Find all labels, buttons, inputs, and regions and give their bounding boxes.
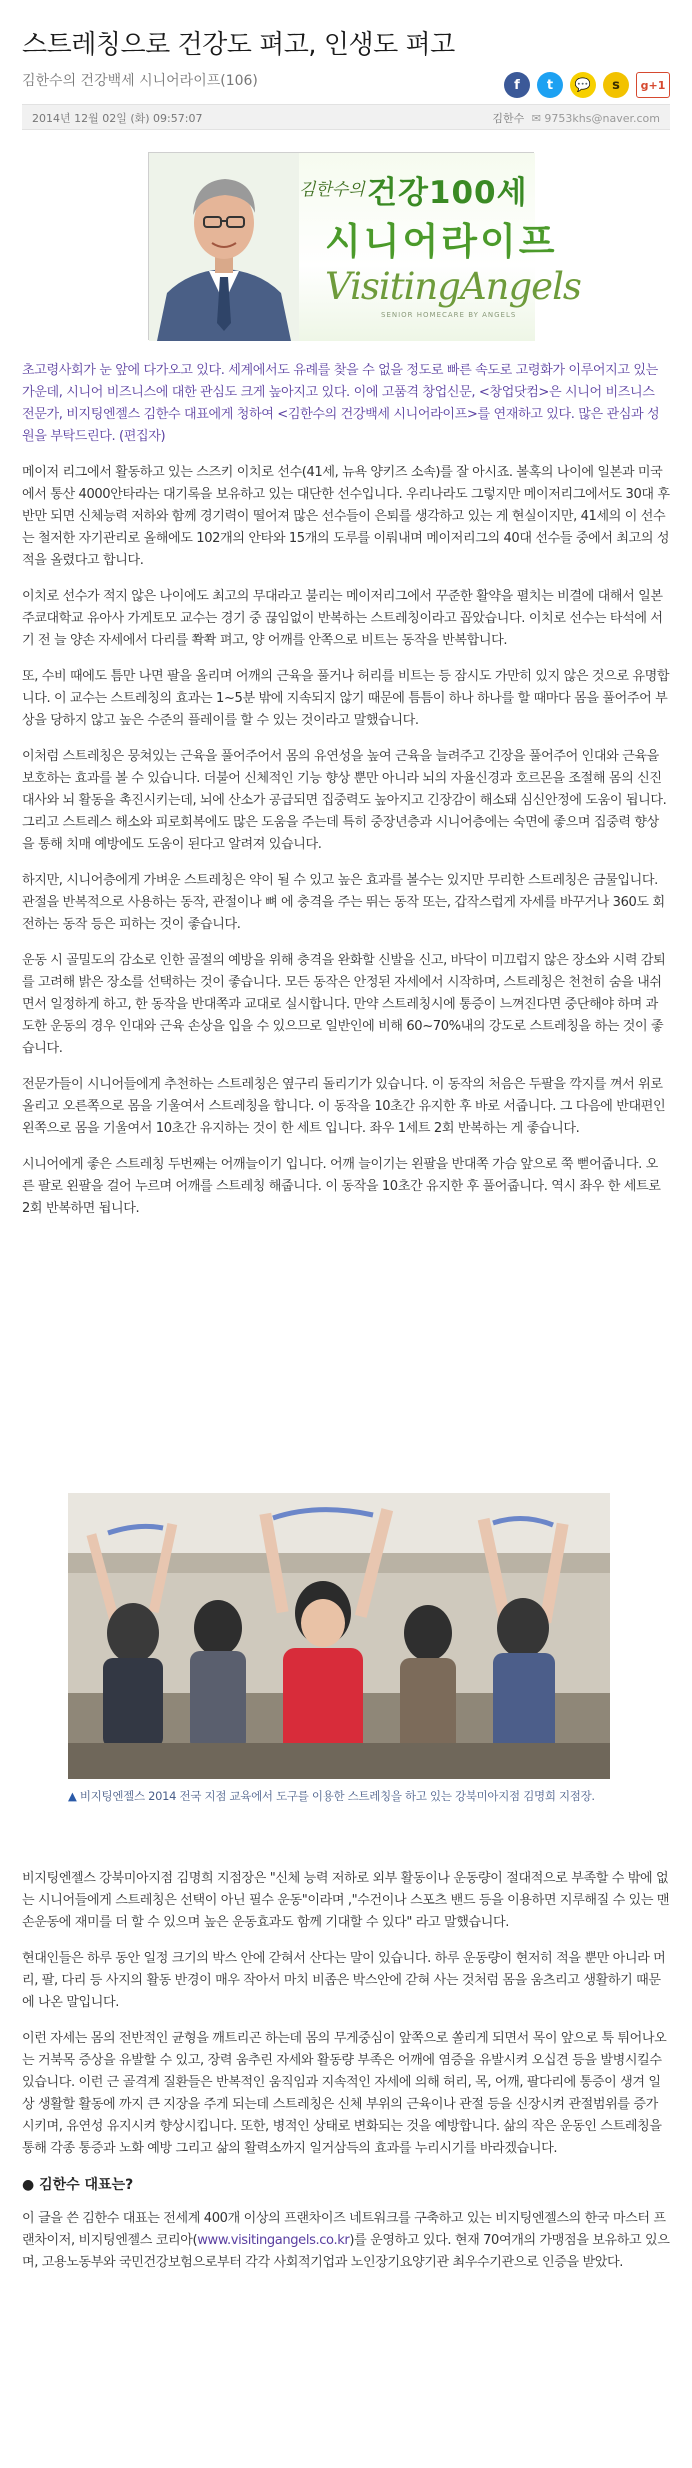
author-info xyxy=(492,110,660,126)
visiting-angels-logo: VisitingAngels xyxy=(325,265,581,308)
column-banner-image xyxy=(148,152,581,340)
facebook-icon[interactable]: f xyxy=(504,72,530,98)
paragraph: 이치로 선수가 적지 않은 나이에도 최고의 무대라고 불리는 메이저리그에서 꾸준한 활약을 펼치는 비결에 대해서 일본 주쿄대학교 유아사 가게토모 교수는 경기 중 끊임없이 반복하는 스트레칭이라고 꼽았습니다. 이치로 선수는 타석에 서기 전 늘 양손 자세에서 다리를 쫙쫙 펴고, 양 어깨를 안쪽으로 비트는 동작을 반복합니다. xyxy=(22,589,663,648)
paragraph: 시니어에게 좋은 스트레칭 두번째는 어깨늘이기 입니다. 어깨 늘이기는 왼팔을 반대쪽 가슴 앞으로 쭉 뻗어줍니다. 오른 팔로 왼팔을 걸어 누르며 어깨를 스트레칭 해줍니다. 이 동작을 10초간 유지한 후 풀어줍니다. 역시 좌우 한 세트로 2회 반복하면 됩니다. xyxy=(22,1157,661,1216)
article-info-bar xyxy=(22,104,670,130)
banner-title-line2: 시니어라이프 xyxy=(325,220,558,263)
visiting-angels-link[interactable]: www.visitingangels.co.kr xyxy=(197,2233,350,2248)
author-bio xyxy=(22,2208,670,2274)
author-name: 김한수 xyxy=(492,112,525,125)
paragraph: 메이저 리그에서 활동하고 있는 스즈키 이치로 선수(41세, 뉴욕 양키즈 소속)를 잘 아시죠. 볼혹의 나이에 일본과 미국에서 통산 4000안타라는 대기록을 보유하고 있는 대단한 선수입니다. 우리나라도 그렇지만 메이저리그에서도 30대 후반만 되면 신체능력 저하와 함께 경기력이 떨어져 많은 선수들이 은퇴를 생각하고 있는 게 현실이지만, 41세의 이 선수는 철저한 자기관리로 올해에도 102개의 안타와 15개의 도루를 이뤄내며 메이저리그의 40대 선수들 중에서 최고의 성적을 올렸다고 합니다. xyxy=(22,465,670,568)
banner-columnist-name: 김한수의 xyxy=(299,180,365,200)
editor-intro: 초고령사회가 눈 앞에 다가오고 있다. 세계에서도 유례를 찾을 수 없을 정도로 빠른 속도로 고령화가 이루어지고 있는 가운데, 시니어 비즈니스에 대한 관심도 크게 높아지고 있다. 이에 고품격 창업신문, <창업닷컴>은 시니어 비즈니스 전문가, 비지팅엔젤스 김한수 대표에게 청하여 <김한수의 건강백세 시니어라이프>를 연재하고 있다. 많은 관심과 성원을 부탁드린다. (편집자) xyxy=(22,363,660,444)
share-buttons xyxy=(504,72,670,98)
paragraph: 비지팅엔젤스 강북미아지점 김명희 지점장은 "신체 능력 저하로 외부 활동이나 운동량이 절대적으로 부족할 수 밖에 없는 시니어들에게 스트레칭은 선택이 아닌 필수 운동"이라며 ,"수건이나 스포츠 밴드 등을 이용하면 지루해질 수 있는 맨손운동에 재미를 더 할 수 있으며 높은 운동효과도 함께 기대할 수 있다" 라고 말했습니다. xyxy=(22,1871,670,1930)
author-email[interactable]: ✉ 9753khs@naver.com xyxy=(531,112,660,125)
caption-text: 비지팅엔젤스 2014 전국 지점 교육에서 도구를 이용한 스트레칭을 하고 있는 강북미아지점 김명희 지점장. xyxy=(79,1789,595,1803)
twitter-icon[interactable]: t xyxy=(537,72,563,98)
kakaostory-icon[interactable]: s xyxy=(603,72,629,98)
paragraph: 운동 시 골밀도의 감소로 인한 골절의 예방을 위해 충격을 완화할 신발을 신고, 바닥이 미끄럽지 않은 장소와 시력 감퇴를 고려해 밝은 장소를 선택하는 것이 좋습니다. 모든 동작은 안정된 자세에서 시작하며, 스트레칭은 천천히 숨을 내쉬면서 일정하게 하고, 한 동작을 반대쪽과 교대로 실시합니다. 만약 스트레칭시에 통증이 느껴진다면 중단해야 하며 과도한 운동의 경우 인대와 근육 손상을 입을 수 있으므로 일반인에 비해 60~70%내의 강도로 스트레칭을 하는 것이 좋습니다. xyxy=(22,953,666,1056)
paragraph: 하지만, 시니어층에게 가벼운 스트레칭은 약이 될 수 있고 높은 효과를 볼수는 있지만 무리한 스트레칭은 금물입니다. 관절을 반복적으로 사용하는 동작, 관절이나 뼈 에 충격을 주는 뛰는 동작 또는, 갑작스럽게 자세를 바꾸거나 360도 회전하는 동작 등은 피하는 것이 좋습니다. xyxy=(22,873,665,932)
paragraph: 현대인들은 하루 동안 일정 크기의 박스 안에 갇혀서 산다는 말이 있습니다. 하루 운동량이 현저히 적을 뿐만 아니라 머리, 팔, 다리 등 사지의 활동 반경이 매우 작아서 마치 비좁은 박스안에 갇혀 사는 것처럼 몸을 움츠리고 생활하기 때문에 나온 말입니다. xyxy=(22,1951,666,2010)
kakaotalk-icon[interactable]: 💬 xyxy=(570,72,596,98)
columnist-portrait xyxy=(149,153,299,341)
caption-marker: ▲ xyxy=(68,1789,77,1803)
article-body-bottom xyxy=(22,1868,670,2288)
paragraph: 이런 자세는 몸의 전반적인 균형을 깨트리곤 하는데 몸의 무게중심이 앞쪽으로 쏠리게 되면서 목이 앞으로 툭 튀어나오는 거북목 증상을 유발할 수 있고, 장력 움추린 자세와 활동량 부족은 어깨에 염증을 유발시켜 오십견 등을 발병시킬수 있습니다. 이런 근 골격계 질환들은 반복적인 움직임과 지속적인 자세에 의해 허리, 목, 어깨, 팔다리에 통증이 생겨 일상 생활할 활동에 까지 큰 지장을 주게 되는데 스트레칭은 신체 부위의 근육이나 관절 등을 신장시켜 관절범위를 증가시키며, 유연성 유지시켜 향상시킵니다. 또한, 병적인 상태로 변화되는 것을 예방합니다. 삶의 작은 운동인 스트레칭을 통해 각종 통증과 노화 예방 그리고 삶의 활력소까지 일거삼득의 효과를 누리시기를 바라겠습니다. xyxy=(22,2031,667,2156)
article-title: 스트레칭으로 건강도 펴고, 인생도 펴고 xyxy=(22,30,455,60)
paragraph: 또, 수비 때에도 틈만 나면 팔을 올리며 어깨의 근육을 풀거나 허리를 비트는 등 잠시도 가만히 있지 않은 것으로 유명합니다. 이 교수는 스트레칭의 효과는 1~5분 밖에 지속되지 않기 때문에 틈틈이 하나 하나를 할 때마다 몸을 풀어주어 부상을 당하지 않고 높은 수준의 플레이를 할 수 있는 것이라고 말했습니다. xyxy=(22,669,670,728)
photo-caption xyxy=(68,1787,610,1805)
article-header xyxy=(22,28,670,116)
author-bio-text-end: )를 운영하고 있다. 현재 70여개의 가맹점을 보유하고 있으며, 고용노동부와 국민건강보험으로부터 각각 사회적기업과 노인장기요양기관 최우수기관으로 인증을 받았다. xyxy=(22,2233,670,2270)
banner-title-line1: 건강100세 xyxy=(367,175,528,211)
visiting-angels-tagline: SENIOR HOMECARE BY ANGELS xyxy=(381,311,517,319)
paragraph: 이처럼 스트레칭은 뭉쳐있는 근육을 풀어주어서 몸의 유연성을 높여 근육을 늘려주고 긴장을 풀어주어 인대와 근육을 보호하는 효과를 볼 수 있습니다. 더불어 신체적인 기능 향상 뿐만 아니라 뇌의 자율신경과 호르몬을 조절해 몸의 신진대사와 뇌 활동을 촉진시키는데, 뇌에 산소가 공급되면 집중력도 높아지고 긴장감이 해소돼 심신안정에 도움이 됩니다. 그리고 스트레스 해소와 피로회복에도 많은 도움을 주는데 특히 중장년층과 시니어층에는 숙면에 좋으며 집중력 향상을 통해 치매 예방에도 도움이 된다고 알려져 있습니다. xyxy=(22,749,667,852)
author-bio-text-start: 이 글을 쓴 김한수 대표는 전세계 400개 이상의 프랜차이즈 네트워크를 구축하고 있는 비지팅엔젤스의 한국 마스터 프랜차이저, 비지팅엔젤스 코리아( xyxy=(22,2211,666,2248)
article-body-top xyxy=(22,360,670,1234)
author-bio-heading: ● 김한수 대표는? xyxy=(22,2177,134,2193)
article-subtitle: 김한수의 건강백세 시니어라이프(106) xyxy=(22,73,258,89)
google-plus-button[interactable]: g+1 xyxy=(636,72,670,98)
stretching-class-photo xyxy=(68,1493,610,1779)
paragraph: 전문가들이 시니어들에게 추천하는 스트레칭은 옆구리 돌리기가 있습니다. 이 동작의 처음은 두팔을 깍지를 껴서 위로 올리고 오른쪽으로 몸을 기울여서 스트레칭을 합니다. 이 동작을 10초간 유지한 후 바로 서줍니다. 그 다음에 반대편인 왼쪽으로 몸을 기울여서 10초간 유지하는 것이 한 세트 입니다. 좌우 1세트 2회 반복하는 게 좋습니다. xyxy=(22,1077,666,1136)
publish-date: 2014년 12월 02일 (화) 09:57:07 xyxy=(32,112,203,125)
